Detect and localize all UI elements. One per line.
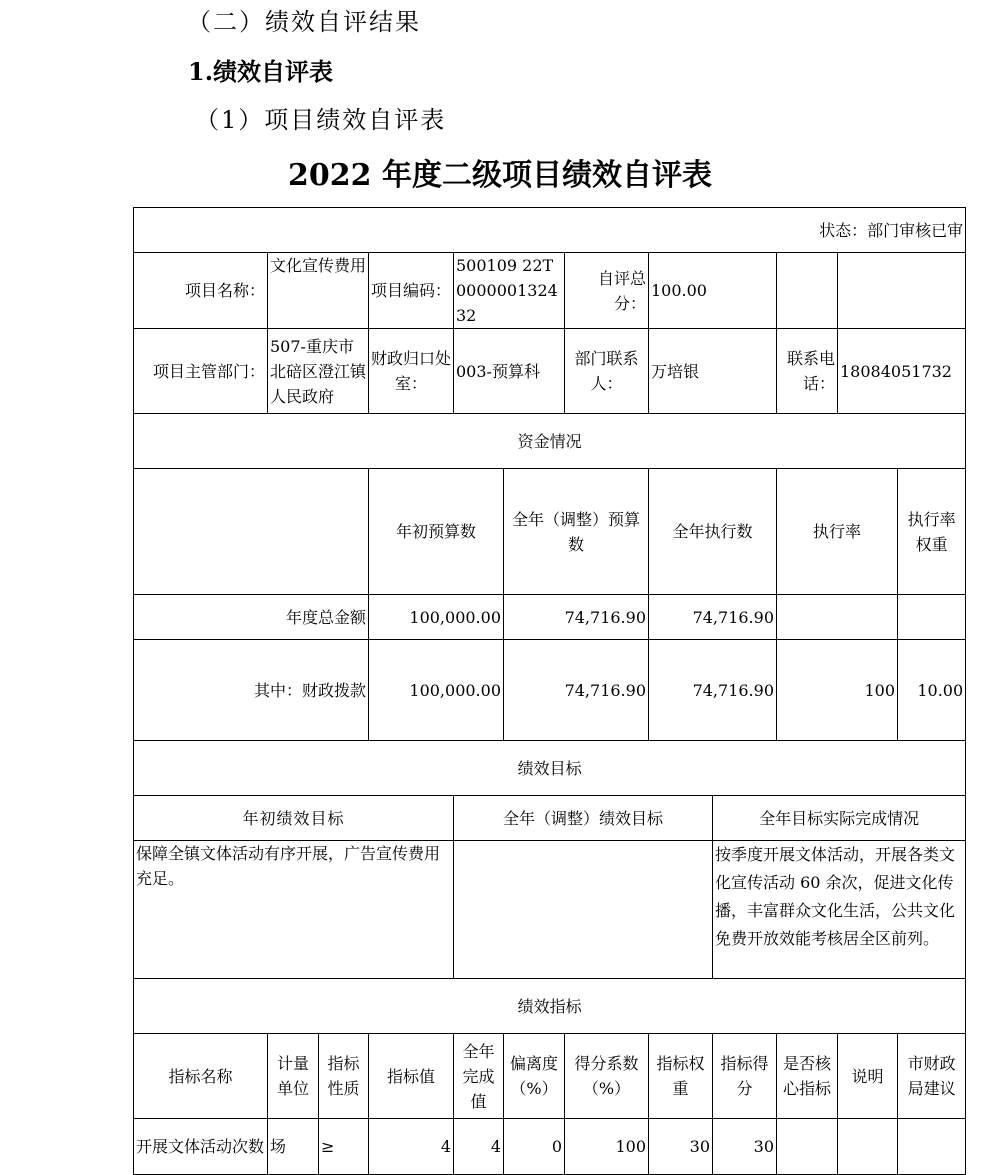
ind-core [777, 1119, 838, 1175]
ind-deviation: 0 [504, 1119, 565, 1175]
table-row [134, 1119, 966, 1175]
ind-weight: 30 [649, 1119, 713, 1175]
item-heading: （1）项目绩效自评表 [195, 106, 447, 134]
funds-row-executed: 74,716.90 [649, 640, 777, 741]
ind-header-unit: 计量单位 [268, 1034, 319, 1119]
ind-header-name: 指标名称 [134, 1034, 268, 1119]
goals-initial-text: 保障全镇文体活动有序开展，广告宣传费用充足。 [134, 841, 454, 979]
ind-target: 4 [369, 1119, 454, 1175]
empty-cell [777, 253, 838, 329]
ind-coef: 100 [565, 1119, 649, 1175]
indicators-section-title: 绩效指标 [134, 979, 966, 1034]
ind-note [838, 1119, 898, 1175]
funds-header-rate: 执行率 [777, 469, 898, 595]
ind-header-score: 指标得分 [713, 1034, 777, 1119]
status-text: 状态：部门审核已审 [134, 208, 966, 253]
funds-header-executed: 全年执行数 [649, 469, 777, 595]
ind-advice [898, 1119, 966, 1175]
phone-value: 18084051732 [838, 329, 966, 414]
dept-value: 507-重庆市北碚区澄江镇人民政府 [268, 329, 369, 414]
ind-header-coef: 得分系数（%） [565, 1034, 649, 1119]
ind-header-advice: 市财政局建议 [898, 1034, 966, 1119]
ind-header-actual: 全年完成值 [454, 1034, 504, 1119]
funds-row-initial: 100,000.00 [369, 640, 504, 741]
ind-header-target: 指标值 [369, 1034, 454, 1119]
funds-row-initial: 100,000.00 [369, 595, 504, 640]
project-code-label: 项目编码： [369, 253, 454, 329]
ind-header-deviation: 偏离度（%） [504, 1034, 565, 1119]
funds-header-initial: 年初预算数 [369, 469, 504, 595]
subsection-heading: 1.绩效自评表 [188, 57, 334, 86]
funds-row-adjusted: 74,716.90 [504, 595, 649, 640]
goals-header-actual: 全年目标实际完成情况 [713, 796, 966, 841]
funds-header-adjusted: 全年（调整）预算数 [504, 469, 649, 595]
funds-header-empty [134, 469, 369, 595]
goals-section-title: 绩效目标 [134, 741, 966, 796]
ind-header-note: 说明 [838, 1034, 898, 1119]
funds-row-rate [777, 595, 898, 640]
contact-value: 万培银 [649, 329, 777, 414]
ind-nature: ≥ [319, 1119, 369, 1175]
dept-label: 项目主管部门： [134, 329, 268, 414]
funds-row-rate: 100 [777, 640, 898, 741]
ind-name: 开展文体活动次数 [134, 1119, 268, 1175]
ind-unit: 场 [268, 1119, 319, 1175]
ind-actual: 4 [454, 1119, 504, 1175]
project-name-value: 文化宣传费用 [268, 253, 369, 329]
funds-header-weight: 执行率权重 [898, 469, 966, 595]
finance-office-value: 003-预算科 [454, 329, 565, 414]
table-title: 2022 年度二级项目绩效自评表 [288, 158, 712, 193]
contact-label: 部门联系人： [565, 329, 649, 414]
self-score-value: 100.00 [649, 253, 777, 329]
goals-header-adjusted: 全年（调整）绩效目标 [454, 796, 713, 841]
funds-row-label: 年度总金额 [134, 595, 369, 640]
ind-score: 30 [713, 1119, 777, 1175]
funds-section-title: 资金情况 [134, 414, 966, 469]
goals-actual-text: 按季度开展文体活动，开展各类文化宣传活动 60 余次，促进文化传播，丰富群众文化生活，公共文化免费开放效能考核居全区前列。 [713, 841, 966, 979]
funds-row-weight [898, 595, 966, 640]
phone-label: 联系电话： [777, 329, 838, 414]
self-score-label: 自评总分： [565, 253, 649, 329]
funds-row-executed: 74,716.90 [649, 595, 777, 640]
funds-row-weight: 10.00 [898, 640, 966, 741]
ind-header-nature: 指标性质 [319, 1034, 369, 1119]
ind-header-core: 是否核心指标 [777, 1034, 838, 1119]
goals-adjusted-text [454, 841, 713, 979]
project-code-value: 500109 22T000000132432 [454, 253, 565, 329]
funds-row-adjusted: 74,716.90 [504, 640, 649, 741]
empty-cell [838, 253, 966, 329]
evaluation-table [133, 207, 966, 1175]
ind-header-weight: 指标权重 [649, 1034, 713, 1119]
section-heading: （二）绩效自评结果 [187, 8, 421, 36]
goals-header-initial: 年初绩效目标 [134, 796, 454, 841]
funds-row-label: 其中：财政拨款 [134, 640, 369, 741]
finance-office-label: 财政归口处室： [369, 329, 454, 414]
project-name-label: 项目名称： [134, 253, 268, 329]
